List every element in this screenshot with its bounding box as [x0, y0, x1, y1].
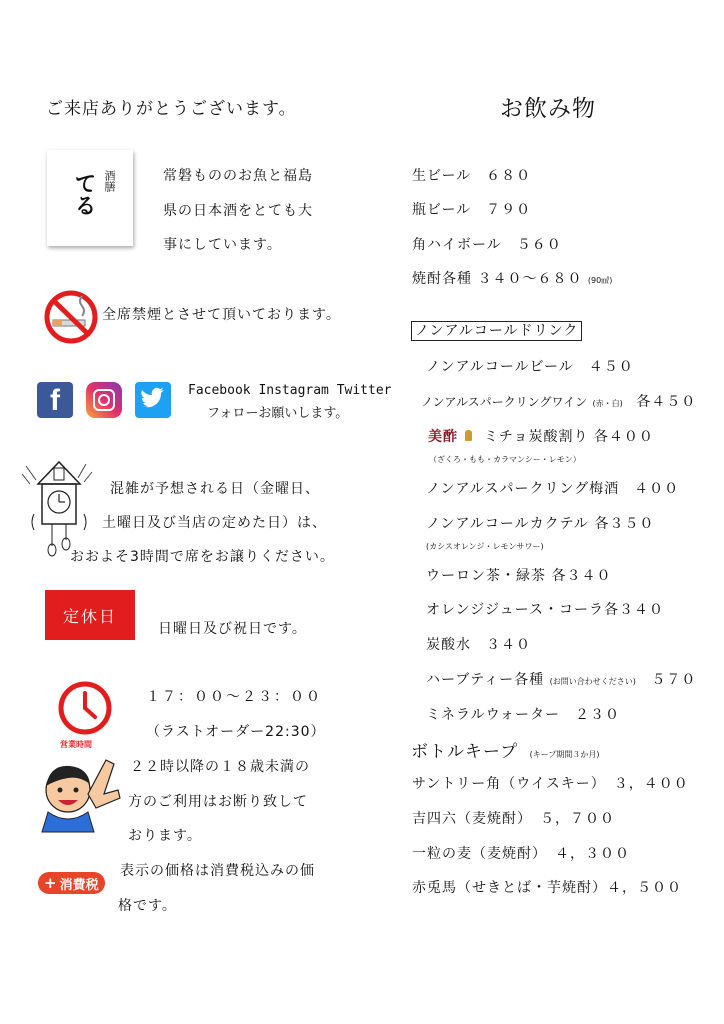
- twitter-icon[interactable]: [135, 382, 171, 418]
- tax-badge-label: 消費税: [59, 877, 99, 893]
- facebook-icon[interactable]: f: [37, 382, 73, 418]
- herb-price: ５７０: [651, 672, 697, 688]
- last-order: （ラストオーダー22:30）: [146, 724, 326, 740]
- instagram-icon[interactable]: [86, 382, 122, 418]
- bottle-item: サントリー角（ウイスキー） ３，４００: [412, 776, 689, 792]
- clock-icon: [57, 680, 113, 736]
- drink-item: ノンアルコールビール ４５０: [426, 359, 634, 375]
- drink-item: ウーロン茶・緑茶 各３４０: [426, 568, 612, 584]
- intro-line-2: 県の日本酒をとても大: [163, 203, 313, 219]
- herb-text: ハーブティー各種: [426, 672, 545, 688]
- wine-text: ノンアルスパークリングワイン: [421, 395, 588, 409]
- drink-item: ノンアルコールカクテル 各３５０: [426, 516, 655, 532]
- bottle-icon: [465, 430, 472, 441]
- tax-line-2: 格です。: [118, 898, 177, 914]
- consumption-tax-badge: + 消費税: [38, 872, 105, 894]
- bottle-keep-title: ボトルキープ: [411, 742, 519, 762]
- drink-item: 炭酸水 ３４０: [426, 637, 531, 653]
- busy-line-3: おおよそ3時間で席をお譲りください。: [70, 549, 335, 565]
- bottle-keep-note: (キープ期間３か月): [529, 750, 600, 759]
- herb-note: (お問い合わせください): [549, 677, 636, 686]
- bottle-item: 赤兎馬（せきとば・芋焼酎）４，５００: [412, 880, 682, 896]
- wine-note: (赤・白): [592, 399, 623, 408]
- intro-line-1: 常磐もののお魚と福島: [163, 168, 313, 184]
- drink-item: ミネラルウォーター ２３０: [426, 707, 621, 723]
- bottle-item: 一粒の麦（麦焼酎） ４，３００: [412, 846, 630, 862]
- business-hours: １７：００～２３：００: [146, 689, 322, 705]
- bottle-keep-header: [411, 737, 599, 762]
- shochu-text: 焼酎各種 ３４０～６８０: [412, 271, 583, 287]
- logo-small-text: 酒膳: [103, 170, 116, 192]
- drink-item: 生ビール ６８０: [412, 168, 532, 184]
- cuckoo-clock-icon: [16, 444, 102, 560]
- welcome-title: ご来店ありがとうございます。: [46, 99, 297, 119]
- drink-item: オレンジジュース・コーラ各３４０: [426, 602, 664, 618]
- bisu-text: ミチョ炭酸割り 各４００: [483, 429, 654, 445]
- wine-price: 各４５０: [636, 394, 697, 410]
- sns-names: Facebook Instagram Twitter: [188, 383, 392, 398]
- drink-item: ノンアルスパークリング梅酒 ４００: [426, 481, 680, 497]
- drink-item-wine: [421, 391, 696, 411]
- minor-line-2: 方のご利用はお断り致して: [128, 794, 308, 810]
- shop-logo: [47, 150, 133, 246]
- intro-line-3: 事にしています。: [163, 237, 282, 253]
- no-smoking-icon: [44, 290, 98, 344]
- cocktail-note: (カシスオレンジ・レモンサワー): [426, 542, 544, 551]
- no-smoking-text: 全席禁煙とさせて頂いております。: [102, 307, 341, 323]
- clock-label: 営業時間: [60, 740, 92, 749]
- minor-line-3: おります。: [128, 828, 202, 844]
- busy-line-1: 混雑が予想される日（金曜日、: [110, 481, 320, 497]
- bottle-item: 吉四六（麦焼酎） ５，７００: [412, 811, 615, 827]
- drink-item: 瓶ビール ７９０: [412, 202, 532, 218]
- nonalcohol-header: ノンアルコールドリンク: [411, 320, 582, 340]
- bisu-note: （ざくろ・もも・カラマンシー・レモン）: [429, 455, 581, 464]
- bisu-logo: 美酢: [428, 429, 458, 445]
- drink-item-shochu: [412, 268, 612, 288]
- drinks-title: お飲み物: [500, 96, 596, 122]
- busy-line-2: 土曜日及び当店の定めた日）は、: [102, 515, 327, 531]
- sns-follow-text: フォローお願いします。: [207, 406, 349, 421]
- closed-day-badge: 定休日: [45, 590, 135, 640]
- drink-item: 角ハイボール ５６０: [412, 237, 562, 253]
- minor-line-1: ２２時以降の１８歳未満の: [130, 759, 310, 775]
- shochu-note: (90㎖): [587, 276, 613, 285]
- drink-item-herb: [426, 669, 696, 689]
- drink-item-bisu: [428, 426, 654, 446]
- closed-day-text: 日曜日及び祝日です。: [158, 621, 307, 637]
- logo-big-text: てる: [71, 172, 97, 216]
- child-hand-icon: [38, 752, 128, 836]
- tax-line-1: 表示の価格は消費税込みの価: [120, 863, 315, 879]
